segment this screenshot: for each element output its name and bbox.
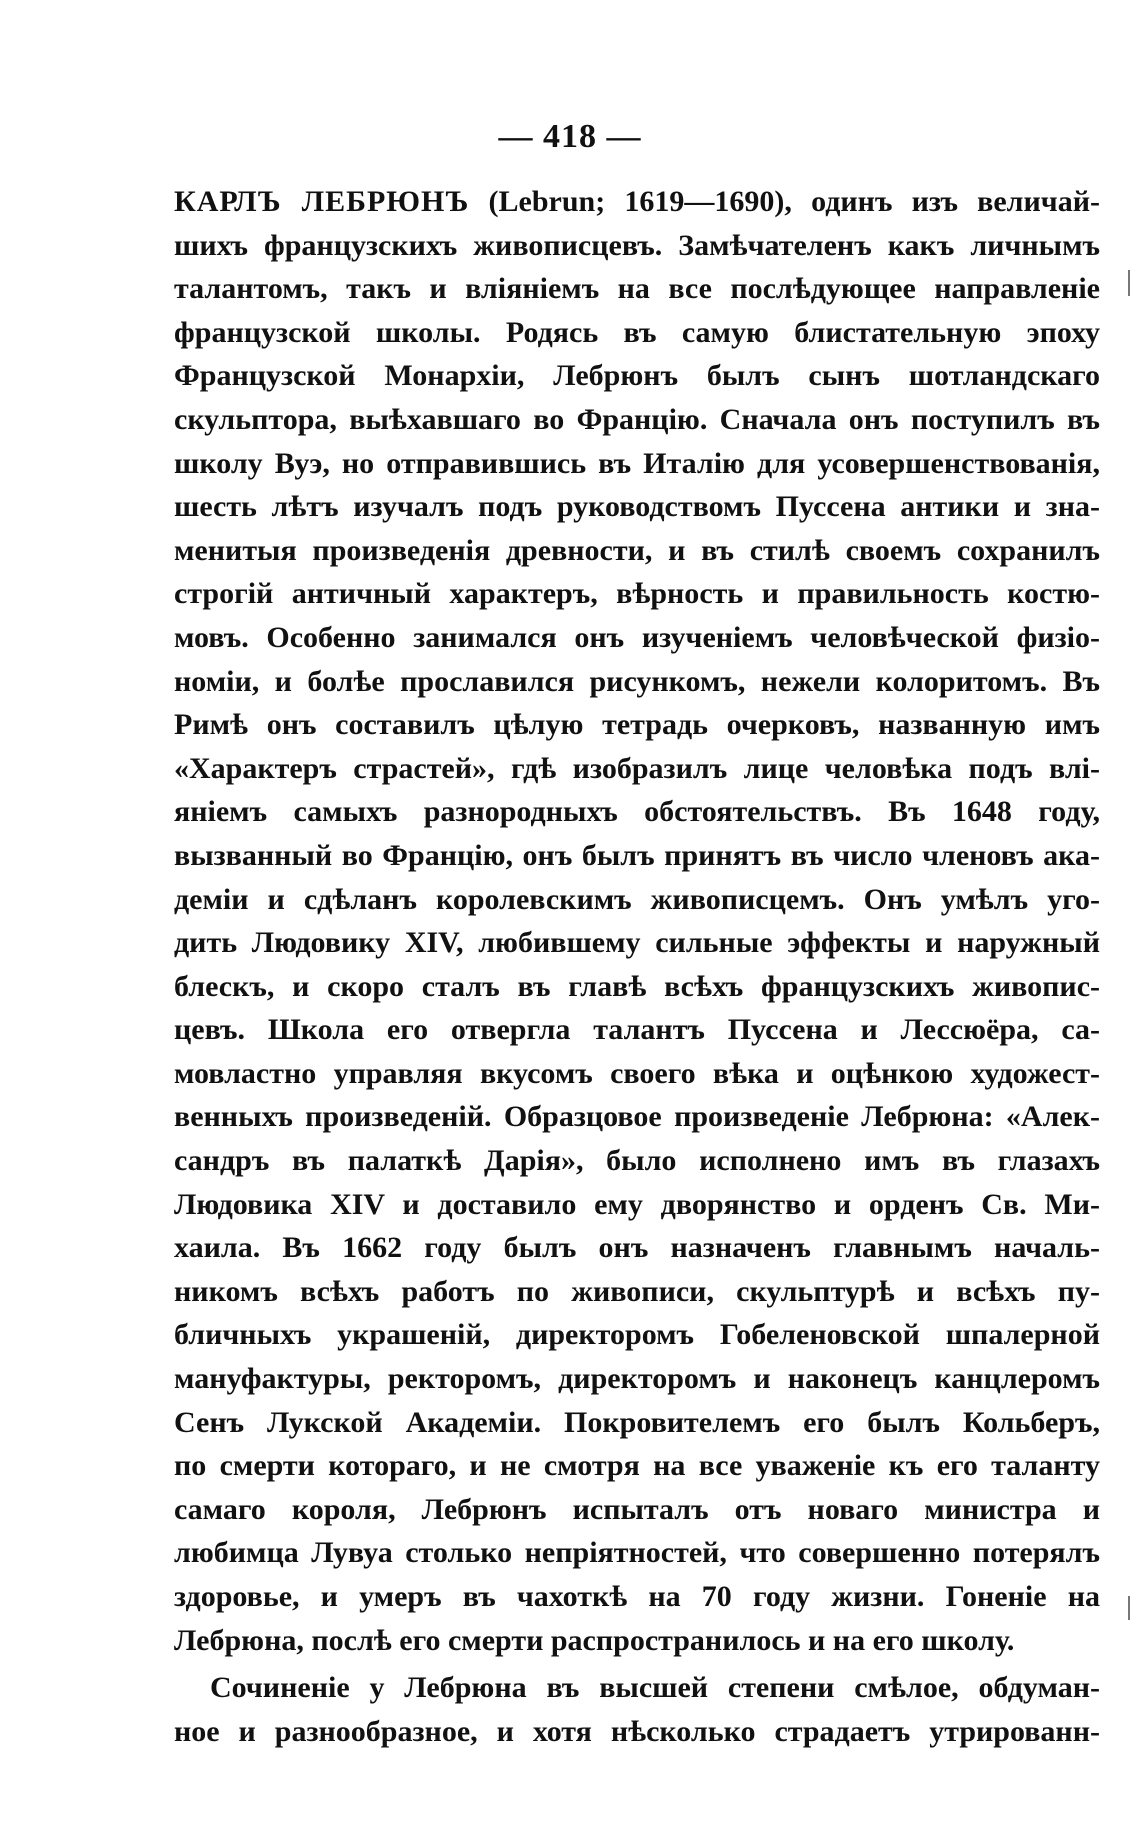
text-line: Сенъ Лукской Академіи. Покровителемъ его былъ Кольберъ, bbox=[174, 1405, 1100, 1439]
text-line: Французской Монархіи, Лебрюнъ былъ сынъ шотландскаго bbox=[174, 359, 1100, 393]
text-line: вызванный во Францію, онъ былъ принятъ въ число членовъ ака- bbox=[174, 838, 1100, 872]
body-text bbox=[174, 180, 1100, 1753]
text-line: Сочиненіе у Лебрюна въ высшей степени смѣлое, обдуман- bbox=[210, 1671, 1100, 1705]
text-line bbox=[174, 180, 1100, 224]
text-line: самаго короля, Лебрюнъ испыталъ отъ новаго министра и bbox=[174, 1492, 1100, 1526]
entry-heading: КАРЛЪ ЛЕБРЮНЪ bbox=[174, 185, 470, 218]
text-line: скульптора, выѣхавшаго во Францію. Сначала онъ поступилъ въ bbox=[174, 402, 1100, 436]
page-edge-mark bbox=[1128, 270, 1130, 296]
text-line: никомъ всѣхъ работъ по живописи, скульптурѣ и всѣхъ пу- bbox=[174, 1274, 1100, 1308]
text-line-content: (Lebrun; 1619—1690), одинъ изъ величай- bbox=[469, 185, 1100, 218]
text-line: венныхъ произведеній. Образцовое произведеніе Лебрюна: «Алек- bbox=[174, 1100, 1100, 1134]
text-line: мовъ. Особенно занимался онъ изученіемъ человѣческой физіо- bbox=[174, 620, 1100, 654]
text-line: по смерти котораго, и не смотря на все уваженіе къ его таланту bbox=[174, 1449, 1100, 1483]
text-line: французской школы. Родясь въ самую блистательную эпоху bbox=[174, 315, 1100, 349]
text-line: Римѣ онъ составилъ цѣлую тетрадь очерковъ, названную имъ bbox=[174, 708, 1100, 742]
text-line: ное и разнообразное, и хотя нѣсколько страдаетъ утрированн- bbox=[174, 1714, 1100, 1748]
text-line: Лебрюна, послѣ его смерти распространилось и на его школу. bbox=[174, 1623, 1015, 1657]
text-line: шихъ французскихъ живописцевъ. Замѣчателенъ какъ личнымъ bbox=[174, 228, 1100, 262]
text-line: сандръ въ палаткѣ Дарія», было исполнено имъ въ глазахъ bbox=[174, 1144, 1100, 1178]
text-line: дить Людовику XIV, любившему сильные эффекты и наружный bbox=[174, 926, 1100, 960]
text-line: школу Вуэ, но отправившись въ Италію для усовершенствованія, bbox=[174, 446, 1100, 480]
text-line: строгій античный характеръ, вѣрность и правильность костю- bbox=[174, 577, 1100, 611]
text-line: талантомъ, такъ и вліяніемъ на все послѣдующее направленіе bbox=[174, 272, 1100, 306]
text-line: здоровье, и умеръ въ чахоткѣ на 70 году жизни. Гоненіе на bbox=[174, 1580, 1100, 1613]
text-line: менитыя произведенія древности, и въ стилѣ своемъ сохранилъ bbox=[174, 533, 1100, 567]
text-line: шесть лѣтъ изучалъ подъ руководствомъ Пуссена антики и зна- bbox=[174, 490, 1100, 524]
text-line: мовластно управляя вкусомъ своего вѣка и оцѣнкою художест- bbox=[174, 1056, 1100, 1090]
text-line: «Характеръ страстей», гдѣ изобразилъ лице человѣка подъ влі- bbox=[174, 751, 1100, 785]
text-line: деміи и сдѣланъ королевскимъ живописцемъ. Онъ умѣлъ уго- bbox=[174, 882, 1100, 916]
text-line: яніемъ самыхъ разнородныхъ обстоятельствъ. Въ 1648 году, bbox=[174, 795, 1100, 829]
text-line: блескъ, и скоро сталъ въ главѣ всѣхъ французскихъ живопис- bbox=[174, 969, 1100, 1003]
text-line: любимца Лувуа столько непріятностей, что совершенно потерялъ bbox=[174, 1536, 1100, 1570]
page-number: — 418 — bbox=[498, 118, 642, 155]
text-line: Людовика XIV и доставило ему дворянство и орденъ Св. Ми- bbox=[174, 1187, 1100, 1221]
page-edge-mark bbox=[1128, 1596, 1130, 1620]
text-line: хаила. Въ 1662 году былъ онъ назначенъ главнымъ началь- bbox=[174, 1231, 1100, 1265]
text-line: бличныхъ украшеній, директоромъ Гобеленовской шпалерной bbox=[174, 1318, 1100, 1352]
text-line: номіи, и болѣе прославился рисункомъ, нежели колоритомъ. Въ bbox=[174, 664, 1100, 698]
text-line: мануфактуры, ректоромъ, директоромъ и наконецъ канцлеромъ bbox=[174, 1362, 1100, 1396]
text-line: цевъ. Школа его отвергла талантъ Пуссена и Лессюёра, са- bbox=[174, 1013, 1100, 1047]
